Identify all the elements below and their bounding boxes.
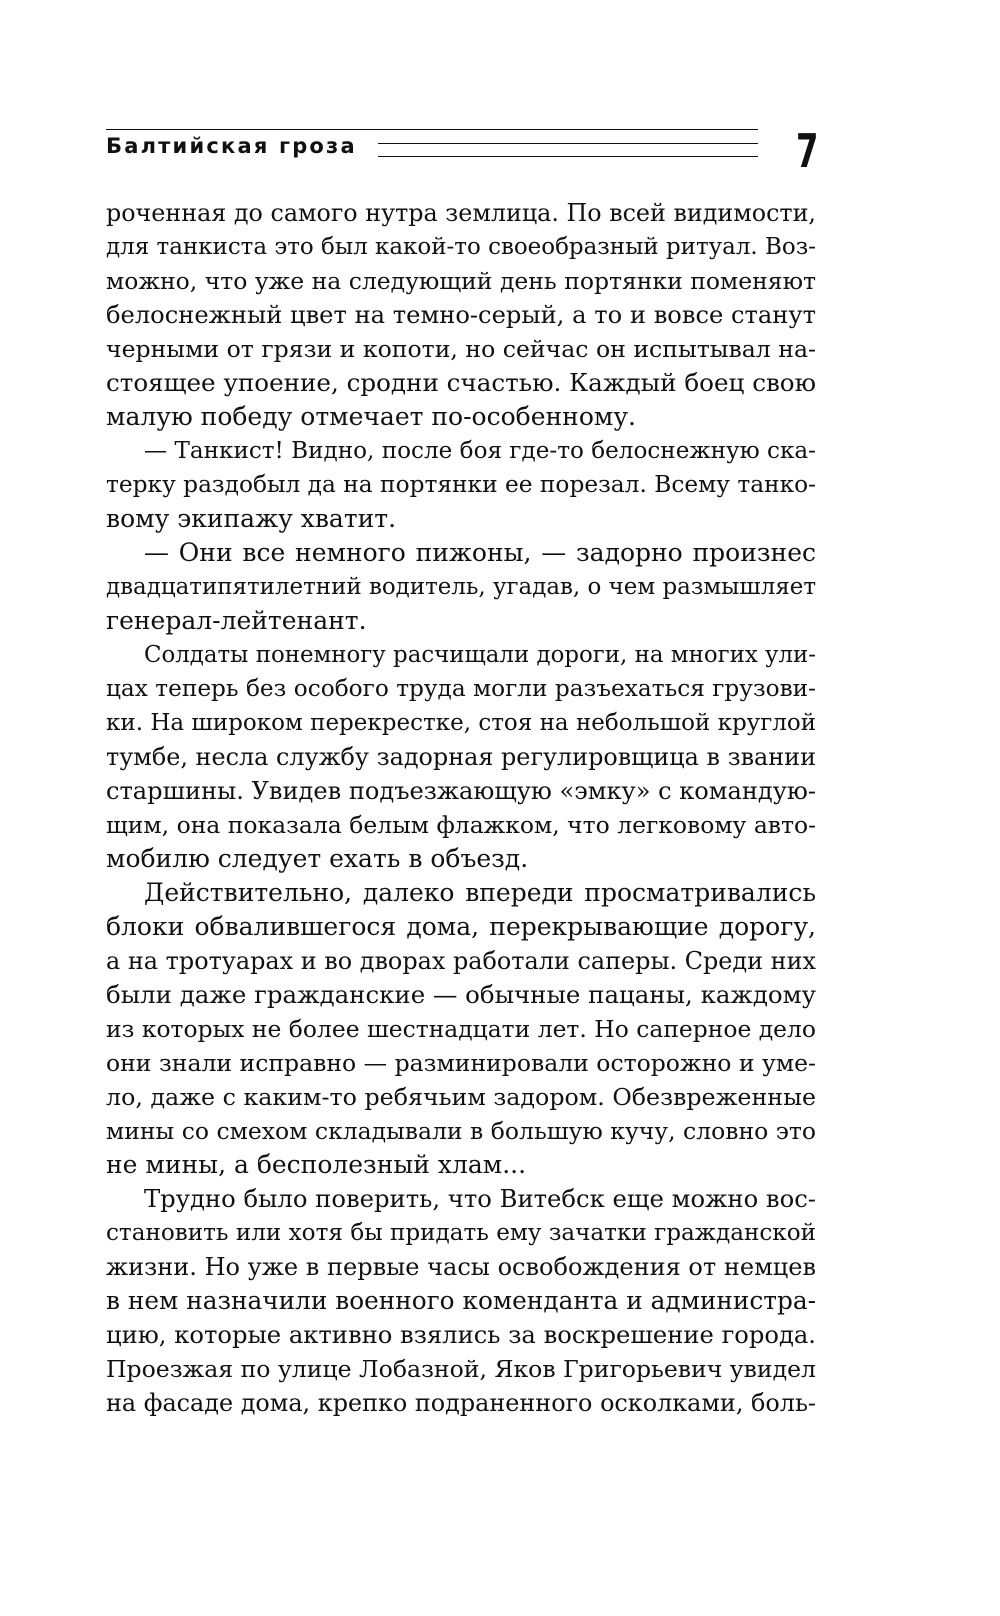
- text-line: ло, даже с каким-то ребячьим задором. Обезвреженные: [106, 1083, 816, 1111]
- text-line: не мины, а бесполезный хлам...: [106, 1150, 527, 1179]
- text-line: мобилю следует ехать в объезд.: [106, 844, 529, 873]
- text-line: становить или хотя бы придать ему зачатки гражданской: [106, 1220, 816, 1246]
- text-line: жизни. Но уже в первые часы освобождения от немцев: [106, 1253, 816, 1281]
- text-line: Солдаты понемногу расчищали дороги, на многих ули-: [144, 642, 816, 668]
- text-line: из которых не более шестнадцати лет. Но саперное дело: [106, 1015, 816, 1043]
- text-line: цию, которые активно взялись за воскрешение города.: [106, 1321, 816, 1349]
- text-line: черными от грязи и копоти, но сейчас он испытывал на-: [106, 335, 816, 363]
- header-rule-top: [106, 129, 758, 130]
- text-line: двадцатипятилетний водитель, угадав, о чем размышляет: [106, 574, 817, 600]
- text-line: стоящее упоение, сродни счастью. Каждый боец свою: [106, 368, 816, 397]
- text-line: блоки обвалившегося дома, перекрывающие дорогу,: [106, 912, 816, 941]
- text-line: цах теперь без особого труда могли разъехаться грузови-: [106, 675, 816, 702]
- text-line: в нем назначили военного коменданта и администра-: [106, 1286, 816, 1315]
- text-line: они знали исправно — разминировали осторожно и уме-: [106, 1049, 816, 1077]
- text-line: белоснежный цвет на темно-серый, а то и вовсе станут: [106, 301, 816, 329]
- running-title: Балтийская гроза: [106, 134, 357, 158]
- header-rule-middle-upper: [378, 143, 758, 144]
- text-line: вому экипажу хватит.: [106, 504, 397, 533]
- text-line: Трудно было поверить, что Витебск еще можно вос-: [144, 1184, 816, 1213]
- text-line: генерал-лейтенант.: [106, 606, 367, 635]
- text-line: на фасаде дома, крепко подраненного осколками, боль-: [106, 1389, 816, 1417]
- text-line: тумбе, несла службу задорная регулировщица в звании: [106, 743, 816, 771]
- text-line: щим, она показала белым флажком, что легковому авто-: [106, 811, 816, 839]
- text-line: — Они все немного пижоны, — задорно произнес: [144, 538, 816, 567]
- page-number: 7: [796, 124, 819, 178]
- text-line: для танкиста это был какой-то своеобразный ритуал. Воз-: [106, 234, 816, 260]
- text-line: ки. На широком перекрестке, стоя на небольшой круглой: [106, 710, 817, 736]
- running-header: [106, 126, 826, 176]
- text-line: а на тротуарах и во дворах работали саперы. Среди них: [106, 947, 816, 975]
- text-line: старшины. Увидев подъезжающую «эмку» с командую-: [106, 777, 816, 805]
- text-line: были даже гражданские — обычные пацаны, каждому: [106, 980, 817, 1009]
- text-line: Проезжая по улице Лобазной, Яков Григорьевич увидел: [106, 1355, 816, 1383]
- text-line: можно, что уже на следующий день портянки поменяют: [106, 267, 816, 295]
- text-line: роченная до самого нутра землица. По всей видимости,: [106, 199, 816, 227]
- text-line: малую победу отмечает по-особенному.: [106, 402, 636, 431]
- text-line: мины со смехом складывали в большую кучу, словно это: [106, 1117, 816, 1145]
- text-line: терку раздобыл да на портянки ее порезал. Всему танко-: [106, 471, 816, 498]
- header-rule-middle-lower: [378, 156, 758, 157]
- text-line: — Танкист! Видно, после боя где-то белоснежную ска-: [144, 438, 816, 464]
- text-line: Действительно, далеко впереди просматривались: [144, 878, 816, 907]
